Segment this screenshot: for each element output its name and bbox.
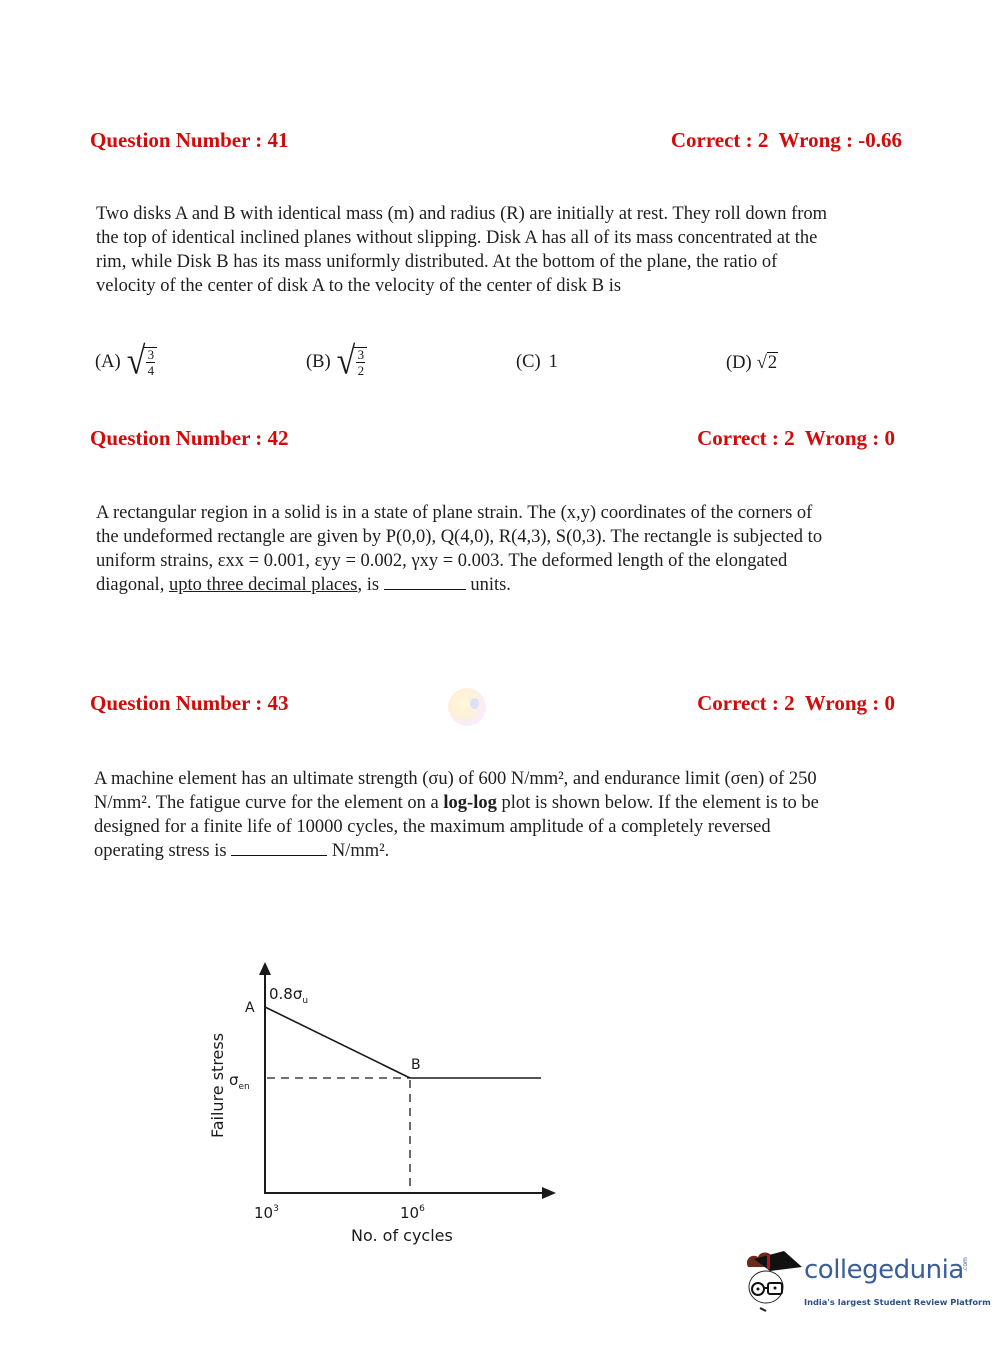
x-tick-10e3: $10^3$: [254, 1204, 279, 1222]
mascot-icon: [740, 1245, 802, 1320]
question-number: Question Number : 41: [90, 127, 289, 152]
denominator: 2: [357, 363, 365, 379]
x-tick-10e6: $10^6$: [400, 1204, 425, 1222]
question-line: [96, 573, 911, 597]
y-tick-top: $0.8\sigma_u$: [269, 985, 309, 1006]
option-c[interactable]: [516, 352, 558, 373]
question-line: [94, 839, 909, 863]
option-d[interactable]: [726, 352, 778, 374]
option-value: 1: [548, 352, 558, 372]
question-line: the undeformed rectangle are given by P(0,0), Q(4,0), R(4,3), S(0,3). The rectangle is subjected to: [96, 527, 823, 547]
question-line: A machine element has an ultimate strength (σu) of 600 N/mm², and endurance limit (σen) of 250: [94, 769, 817, 789]
radical-icon: √: [756, 353, 767, 373]
option-label: (C): [516, 352, 541, 372]
text-fragment: N/mm².: [327, 841, 390, 861]
denominator: 4: [147, 363, 155, 379]
y-axis-arrow-icon: [259, 962, 271, 975]
question-43-text: [94, 767, 909, 863]
text-fragment: N/mm². The fatigue curve for the element on a: [94, 793, 444, 813]
x-axis-arrow-icon: [542, 1187, 556, 1199]
sqrt-expression: [757, 352, 778, 374]
text-fragment: operating stress is: [94, 841, 232, 861]
answer-blank: [231, 855, 327, 856]
question-line: Two disks A and B with identical mass (m) and radius (R) are initially at rest. They roll down from: [96, 204, 828, 224]
text-fragment: . The deformed length of the elongated: [499, 551, 788, 571]
bold-text: log-log: [443, 793, 497, 813]
strain-yy: εyy = 0.002,: [314, 551, 412, 571]
sqrt-argument: 2: [767, 353, 778, 373]
option-b[interactable]: [306, 340, 367, 383]
question-number: Question Number : 42: [90, 425, 289, 450]
text-fragment: diagonal,: [96, 575, 169, 595]
question-line: A rectangular region in a solid is in a state of plane strain. The (x,y) coordinates of the corners of: [96, 503, 813, 523]
question-line: the top of identical inclined planes without slipping. Disk A has all of its mass concentrated at the: [96, 228, 818, 248]
sqrt-fraction: [336, 340, 368, 383]
y-tick-endurance: $\sigma_{en}$: [229, 1071, 250, 1092]
brand-suffix: .com: [961, 1257, 969, 1272]
y-axis-label: Failure stress: [208, 1032, 227, 1138]
question-42-header: [90, 425, 895, 451]
brand-tagline: India's largest Student Review Platform: [804, 1297, 991, 1307]
marking-scheme: Correct : 2 Wrong : 0: [697, 690, 895, 715]
option-label: (A): [95, 351, 121, 372]
question-41-header: [90, 127, 902, 153]
collegedunia-logo: [740, 1245, 991, 1320]
sqrt-fraction: [126, 340, 158, 383]
x-axis-label: No. of cycles: [351, 1226, 453, 1245]
radical-icon: √: [126, 340, 146, 383]
question-43-header: [90, 690, 895, 716]
text-fragment: plot is shown below. If the element is to be: [496, 793, 819, 813]
numerator: 3: [357, 346, 365, 362]
text-fragment: , is: [357, 575, 384, 595]
option-a[interactable]: [95, 340, 157, 383]
question-line: designed for a finite life of 10000 cycles, the maximum amplitude of a completely reversed: [94, 817, 771, 837]
brand-name: collegedunia: [804, 1255, 964, 1285]
question-41-text: [96, 202, 911, 298]
question-line: [94, 791, 909, 815]
shear-strain-xy: γxy = 0.003: [411, 551, 500, 571]
marking-scheme: Correct : 2 Wrong : -0.66: [670, 127, 902, 152]
sn-curve-sloped: [265, 1007, 410, 1078]
option-label: (D): [726, 352, 752, 373]
option-label: (B): [306, 351, 331, 372]
question-number: Question Number : 43: [90, 690, 289, 715]
fatigue-curve-chart: [195, 955, 565, 1250]
text-fragment: uniform strains,: [96, 551, 218, 571]
underlined-text: upto three decimal places: [168, 575, 358, 595]
numerator: 3: [147, 346, 155, 362]
question-line: velocity of the center of disk A to the velocity of the center of disk B is: [96, 276, 622, 296]
question-42-text: [96, 501, 911, 597]
answer-blank: [384, 589, 466, 590]
point-b-label: B: [411, 1057, 421, 1073]
question-line: rim, while Disk B has its mass uniformly distributed. At the bottom of the plane, the ratio of: [96, 252, 778, 272]
point-a-label: A: [245, 1000, 255, 1016]
marking-scheme: Correct : 2 Wrong : 0: [697, 425, 895, 450]
strain-xx: εxx = 0.001,: [217, 551, 315, 571]
text-fragment: units.: [465, 575, 511, 595]
question-line: [96, 549, 911, 573]
radical-icon: √: [336, 340, 356, 383]
